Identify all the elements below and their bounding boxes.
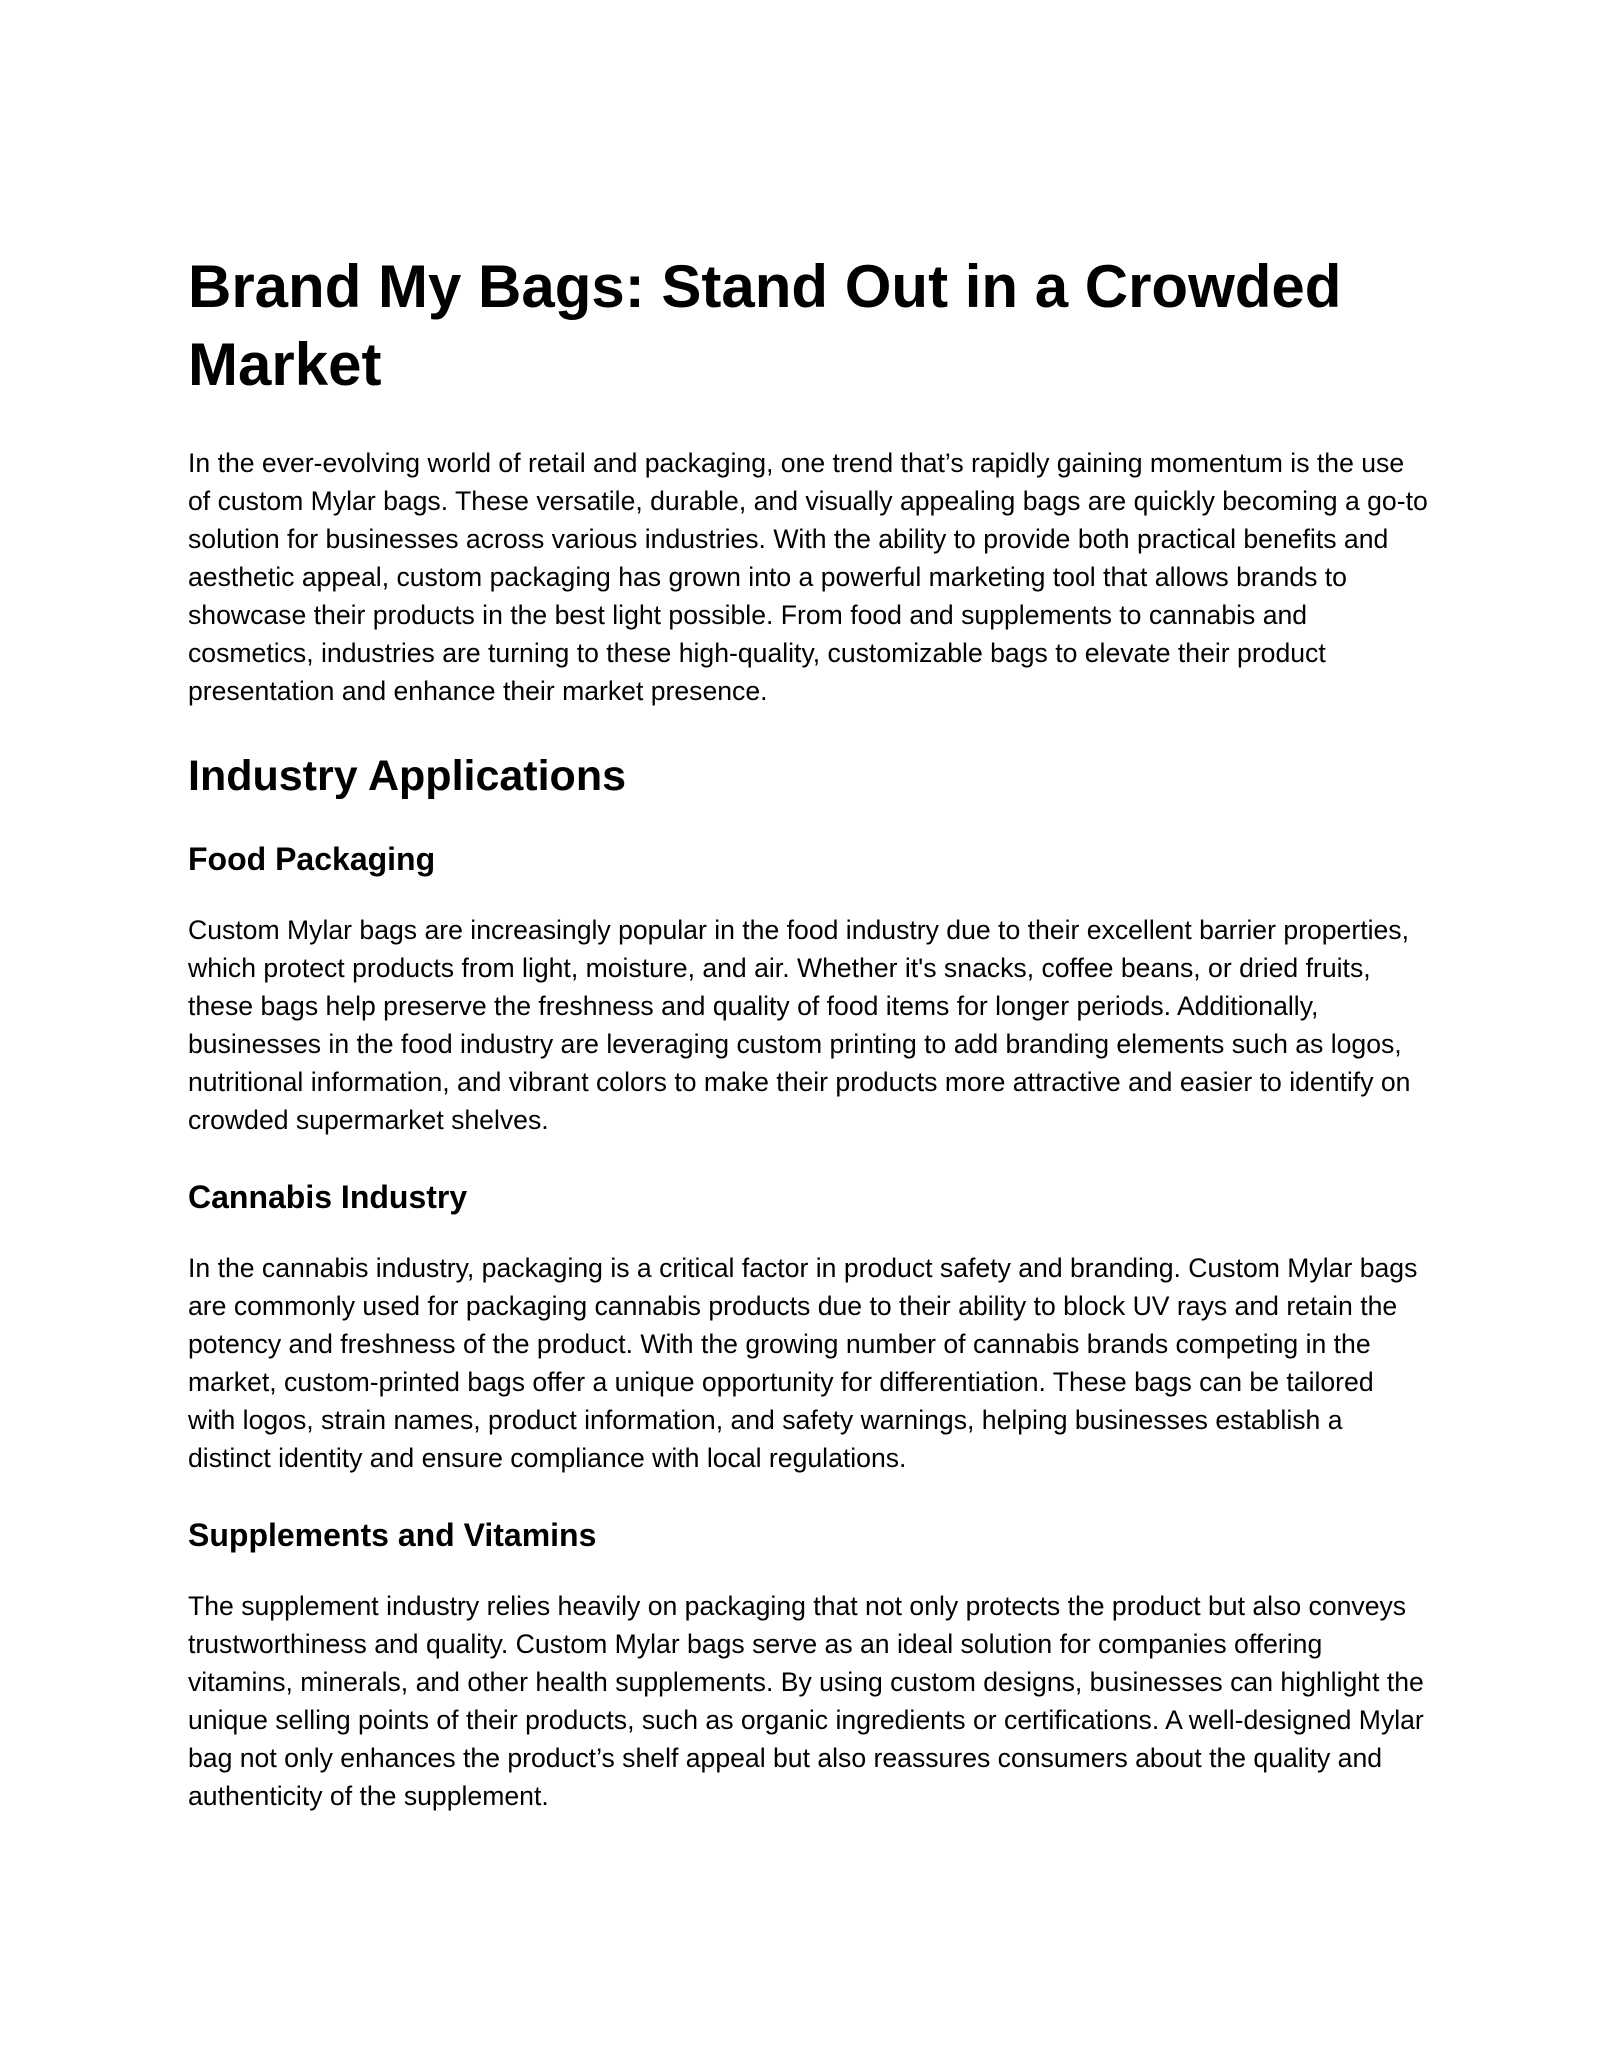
document-title: Brand My Bags: Stand Out in a Crowded Market — [188, 253, 1342, 398]
subsection-paragraph: Custom Mylar bags are increasingly popular in the food industry due to their excellent barrier properties, which protect products from light, moisture, and air. Whether it's snacks, coffee beans, or dried fruits, these bags help preserve the freshness and quality of food items for longer periods. Additionally, businesses in the food industry are leveraging custom printing to add branding elements such as logos, nutritional information, and vibrant colors to make their products more attractive and easier to identify on crowded supermarket shelves. — [188, 915, 1411, 1135]
intro-paragraph: In the ever-evolving world of retail and packaging, one trend that’s rapidly gaining momentum is the use of custom Mylar bags. These versatile, durable, and visually appealing bags are quickly becoming a go-to solution for businesses across various industries. With the ability to provide both practical benefits and aesthetic appeal, custom packaging has grown into a powerful marketing tool that allows brands to showcase their products in the best light possible. From food and supplements to cannabis and cosmetics, industries are turning to these high-quality, customizable bags to elevate their product presentation and enhance their market presence. — [188, 448, 1428, 706]
subsection-heading: Food Packaging — [188, 841, 436, 877]
subsection-supplements-vitamins — [188, 1515, 1428, 1815]
subsection-heading: Supplements and Vitamins — [188, 1517, 597, 1553]
subsection-cannabis-industry — [188, 1177, 1428, 1477]
document-page — [188, 248, 1428, 1853]
subsection-paragraph: The supplement industry relies heavily on packaging that not only protects the product but also conveys trustworthiness and quality. Custom Mylar bags serve as an ideal solution for companies offering vitamins, minerals, and other health supplements. By using custom designs, businesses can highlight the unique selling points of their products, such as organic ingredients or certifications. A well-designed Mylar bag not only enhances the product’s shelf appeal but also reassures consumers about the quality and authenticity of the supplement. — [188, 1591, 1424, 1811]
subsection-food-packaging — [188, 839, 1428, 1139]
section-heading-industry-applications: Industry Applications — [188, 752, 626, 800]
subsection-heading: Cannabis Industry — [188, 1179, 468, 1215]
subsection-paragraph: In the cannabis industry, packaging is a critical factor in product safety and branding. Custom Mylar bags are commonly used for packaging cannabis products due to their ability to block UV rays and retain the potency and freshness of the product. With the growing number of cannabis brands competing in the market, custom-printed bags offer a unique opportunity for differentiation. These bags can be tailored with logos, strain names, product information, and safety warnings, helping businesses establish a distinct identity and ensure compliance with local regulations. — [188, 1253, 1418, 1473]
